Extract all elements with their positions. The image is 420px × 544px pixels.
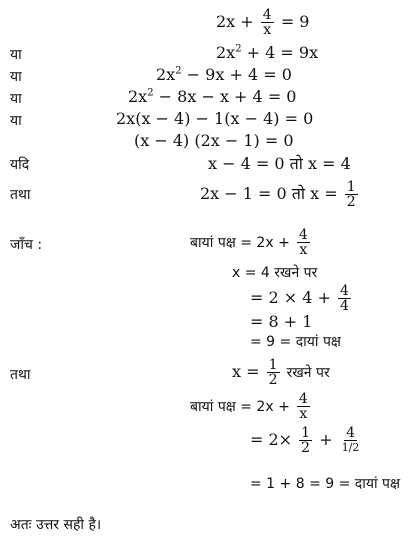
fraction (340, 426, 362, 455)
fraction (299, 426, 312, 455)
label-ya-4: या (10, 113, 22, 129)
fraction-numerator: 4 (340, 283, 349, 299)
fraction (297, 228, 310, 257)
eq-text: x = (232, 362, 260, 381)
exponent: 2 (235, 43, 242, 55)
eq-text: = 1 + 8 = 9 = दायां पक्ष (250, 476, 401, 492)
eq-line-3 (156, 66, 292, 84)
fraction-denominator: 2 (346, 194, 356, 210)
eq-line-5: 2x(x − 4) − 1(x − 4) = 0 (116, 109, 314, 128)
eq-line-8 (200, 180, 360, 209)
eq-line-4 (128, 88, 296, 106)
eq-text: 2x − 1 = 0 तो x = (200, 184, 338, 203)
fraction-numerator: 1 (301, 425, 311, 441)
fraction-denominator: 1/2 (341, 441, 360, 454)
check-line-3 (250, 284, 353, 313)
eq-line-2 (216, 44, 318, 62)
exponent: 2 (147, 87, 154, 99)
eq-line-1 (216, 8, 309, 37)
fraction (345, 180, 358, 209)
exponent: 2 (175, 65, 182, 77)
fraction-denominator: x (299, 406, 308, 422)
label-ya-1: या (10, 47, 22, 63)
eq-text: बायां पक्ष = 2x + (190, 399, 290, 415)
eq-text: 2x (216, 43, 236, 62)
fraction-numerator: 4 (298, 391, 308, 407)
eq-line-6: (x − 4) (2x − 1) = 0 (134, 131, 294, 150)
eq-text: + 4 = 9x (246, 43, 319, 62)
check-line-1 (190, 228, 312, 257)
eq-text: − 8x − x + 4 = 0 (158, 87, 297, 106)
fraction-numerator: 1 (346, 179, 356, 195)
fraction-denominator: x (263, 22, 272, 38)
check-line-6 (232, 358, 330, 387)
conclusion: अतः उत्तर सही है। (10, 517, 102, 533)
fraction (297, 392, 310, 421)
label-ya-2: या (10, 69, 22, 85)
eq-text: + (319, 430, 333, 449)
eq-text: 2x + (216, 12, 254, 31)
fraction-numerator: 4 (298, 227, 308, 243)
label-tatha-1: तथा (10, 187, 31, 203)
check-line-4: = 8 + 1 (250, 312, 313, 331)
eq-line-7 (208, 155, 351, 173)
label-tatha-2: तथा (10, 367, 31, 383)
fraction-denominator: x (299, 242, 308, 258)
fraction-denominator: 4 (340, 298, 349, 314)
eq-text: रखने पर (286, 365, 330, 381)
check-line-8 (250, 426, 363, 455)
eq-text: = 2 × 4 + (250, 288, 331, 307)
label-yadi: यदि (10, 157, 30, 173)
eq-text: बायां पक्ष = 2x + (190, 235, 290, 251)
eq-text: = 2× (250, 430, 293, 449)
fraction (261, 8, 274, 37)
eq-text: − 9x + 4 = 0 (186, 65, 292, 84)
check-line-2: x = 4 रखने पर (232, 265, 318, 281)
fraction-numerator: 4 (262, 7, 272, 23)
eq-text: 2x (128, 87, 148, 106)
fraction-numerator: 1 (268, 357, 278, 373)
fraction-denominator: 2 (301, 440, 311, 456)
check-line-7 (190, 392, 312, 421)
check-line-5: = 9 = दायां पक्ष (250, 334, 341, 350)
fraction (267, 358, 280, 387)
eq-text: = 9 (280, 12, 310, 31)
fraction-denominator: 2 (268, 372, 278, 388)
check-line-9 (250, 474, 400, 493)
label-jaanch: जाँच : (10, 237, 43, 253)
eq-text: 2x (156, 65, 176, 84)
label-ya-3: या (10, 91, 22, 107)
fraction (338, 284, 351, 313)
fraction-numerator: 4 (346, 425, 355, 441)
eq-text: x − 4 = 0 तो x = 4 (208, 154, 351, 173)
